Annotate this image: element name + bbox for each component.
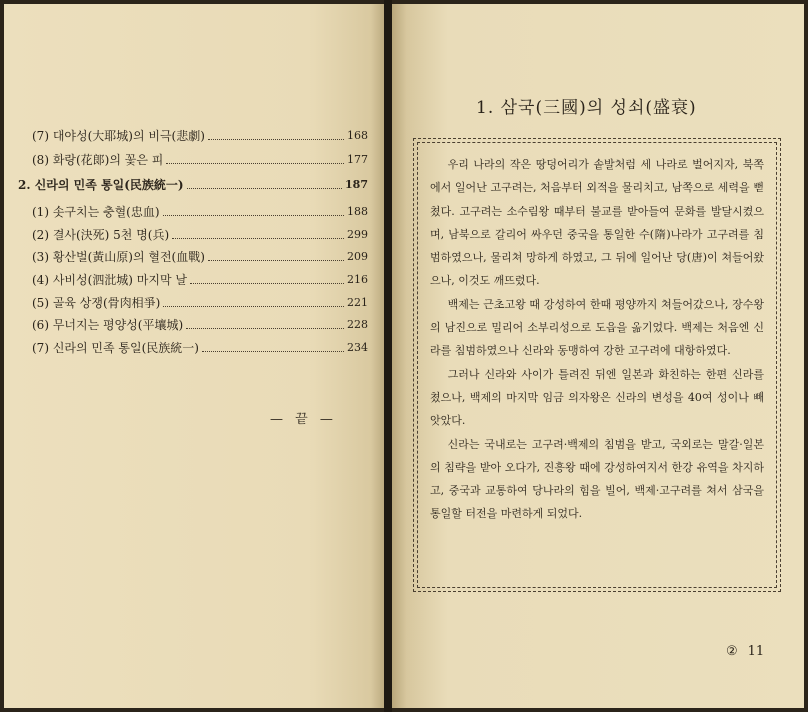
toc-entry-label: (2) 결사(決死) 5천 명(兵): [32, 227, 170, 242]
toc-entry: [18, 126, 368, 144]
toc-leader-dots: [163, 298, 344, 307]
toc-leader-dots: [186, 320, 344, 329]
toc-entry-page: 234: [347, 340, 368, 354]
toc-entry-page: 188: [347, 204, 368, 218]
toc-entry-label: (1) 솟구치는 충혈(忠血): [32, 204, 160, 219]
toc-leader-dots: [208, 131, 344, 140]
left-page: [4, 4, 386, 708]
book-gutter: [384, 0, 392, 712]
toc-entry-label: (4) 사비성(泗沘城) 마지막 날: [32, 272, 187, 287]
toc-entry-label: (5) 골육 상쟁(骨肉相爭): [32, 295, 161, 310]
signature-mark: ②: [726, 644, 738, 659]
toc-entry-label: (7) 신라의 민족 통일(民族統一): [32, 340, 199, 355]
toc-entry-page: 168: [347, 128, 368, 142]
toc-entry-page: 228: [347, 317, 368, 331]
toc-entry-page: 209: [347, 249, 368, 263]
toc-entry-page: 221: [347, 295, 368, 309]
toc-entry: [18, 293, 368, 311]
toc-entry: [18, 270, 368, 288]
toc-entry: [18, 338, 368, 356]
page-number: 11: [747, 644, 765, 659]
toc-entry-label: 2. 신라의 민족 통일(民族統一): [18, 177, 184, 192]
toc-entry-major: [18, 175, 368, 193]
end-mark: — 끝 —: [270, 412, 337, 427]
toc-entry-label: (8) 화랑(花郞)의 꽃은 피: [32, 152, 164, 167]
toc-leader-dots: [172, 230, 344, 239]
toc-entry-page: 187: [345, 177, 368, 191]
chapter-title: 1. 삼국(三國)의 성쇠(盛衰): [476, 98, 697, 118]
toc-entry-label: (7) 대야성(大耶城)의 비극(悲劇): [32, 128, 205, 143]
toc-entry-page: 216: [347, 272, 368, 286]
toc-entry-page: 177: [347, 152, 368, 166]
toc-leader-dots: [187, 180, 342, 189]
toc-entry-page: 299: [347, 227, 368, 241]
toc-entry: [18, 225, 368, 243]
toc-entry: [18, 247, 368, 265]
toc-leader-dots: [208, 252, 344, 261]
toc-entry: [18, 150, 368, 168]
paragraph: 우리 나라의 작은 땅덩어리가 솥발처럼 세 나라로 벌어지자, 북쪽에서 일어난 고구려는, 처음부터 외적을 물리치고, 남쪽으로 세력을 뻗쳤다. 고구려는 소수림왕 때부터 불교를 받아들여 문화를 발달시켰으며, 남북으로 갈리어 싸우던 중국을 통일한 수(隋)나라가 고구려를 침범하였으나, 물리쳐 망하게 하였고, 그 뒤에 일어난 당(唐)이 쳐들어왔으나, 이것도 깨뜨렸다.: [430, 158, 764, 288]
page-footer: [726, 644, 764, 659]
paragraph: 그러나 신라와 사이가 틀려진 뒤엔 일본과 화친하는 한편 신라를 쳤으나, 백제의 마지막 임금 의자왕은 신라의 변성을 40여 성이나 빼앗았다.: [430, 367, 764, 428]
paragraph: 백제는 근초고왕 때 강성하여 한때 평양까지 쳐들어갔으나, 장수왕의 남진으로 밀리어 소부리성으로 도읍을 옮기었다. 백제는 처음엔 신라를 침범하였으나 신라와 동맹하여 강한 고구려에 대항하였다.: [430, 297, 764, 358]
toc-entry: [18, 315, 368, 333]
toc-leader-dots: [166, 155, 344, 164]
toc-leader-dots: [202, 343, 344, 352]
toc-entry-label: (3) 황산벌(黃山原)의 혈전(血戰): [32, 249, 205, 264]
toc-entry-label: (6) 무너지는 평양성(平壤城): [32, 317, 184, 332]
bordered-text-box: [417, 142, 777, 588]
toc-leader-dots: [190, 275, 344, 284]
toc-leader-dots: [163, 207, 344, 216]
toc-entry: [18, 202, 368, 220]
paragraph: 신라는 국내로는 고구려·백제의 침범을 받고, 국외로는 말갈·일본의 침략을 받아 오다가, 진흥왕 때에 강성하여지서 한강 유역을 차지하고, 중국과 교통하여 당나라의 힘을 빌어, 백제·고구려를 쳐서 삼국을 통일할 터전을 마련하게 되었다.: [430, 437, 764, 521]
